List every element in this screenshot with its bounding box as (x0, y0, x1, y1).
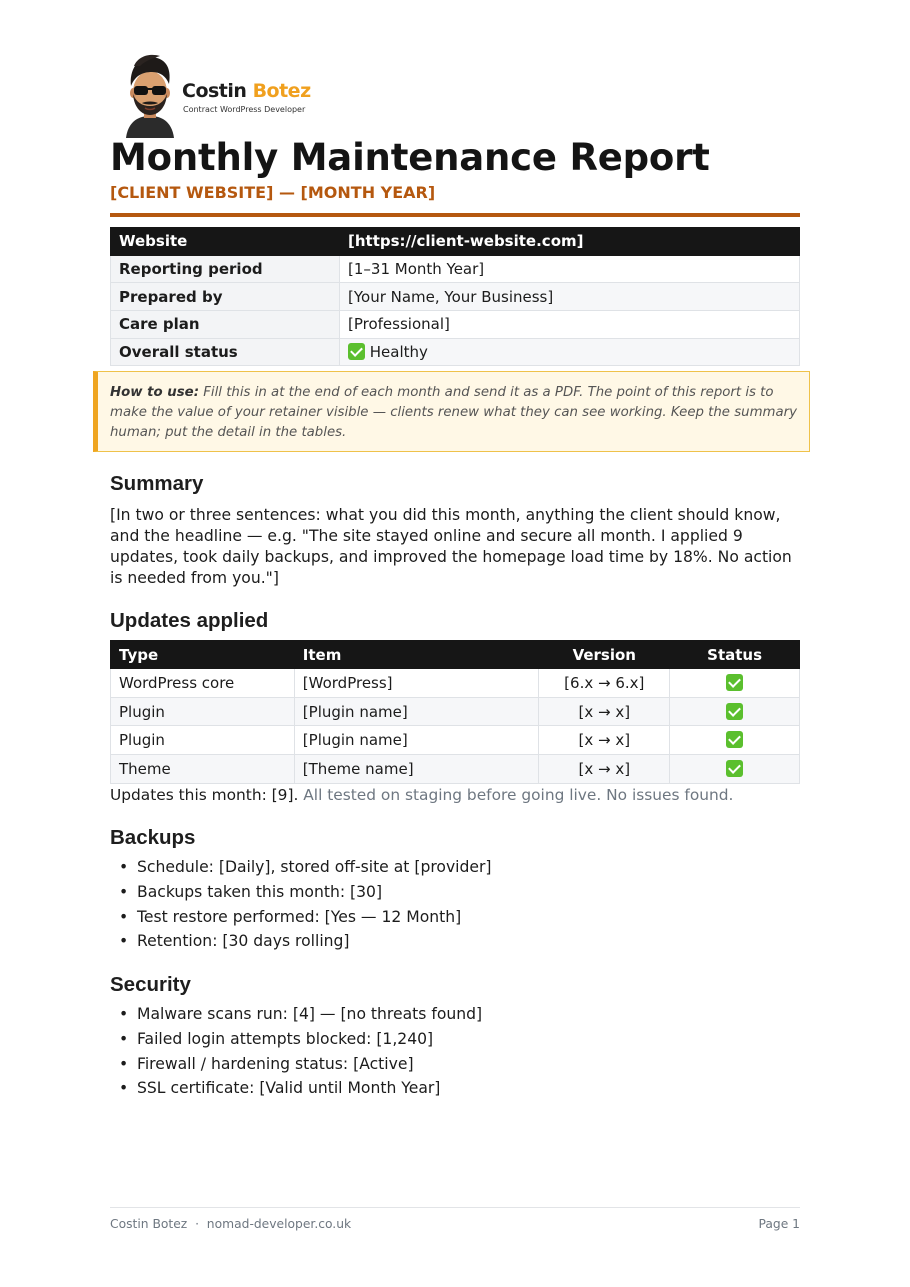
column-header-status: Status (670, 641, 800, 669)
footer-divider (110, 1207, 800, 1208)
updates-count: Updates this month: [9]. (110, 786, 299, 804)
page-number: Page 1 (758, 1217, 800, 1231)
check-mark-icon (726, 703, 743, 720)
meta-value (340, 338, 800, 366)
backups-list (110, 855, 492, 954)
meta-value: [https://client-website.com] (340, 228, 800, 256)
cell-item: [Plugin name] (294, 726, 539, 755)
brand-name (182, 80, 311, 102)
meta-row (111, 311, 800, 339)
meta-key: Reporting period (111, 255, 340, 283)
table-row (111, 755, 800, 784)
meta-key: Prepared by (111, 283, 340, 311)
check-mark-icon (726, 731, 743, 748)
updates-note: All tested on staging before going live. No issues found. (303, 786, 734, 804)
meta-key: Care plan (111, 311, 340, 339)
list-item: • Backups taken this month: [30] (110, 880, 492, 905)
summary-heading: Summary (110, 472, 204, 495)
how-to-use-callout (93, 371, 810, 452)
security-list (110, 1002, 482, 1101)
footer-credit: Costin Botez · nomad-developer.co.uk (110, 1217, 352, 1231)
cell-status (670, 755, 800, 784)
table-row (111, 697, 800, 726)
column-header-type: Type (111, 641, 295, 669)
cell-version: [6.x → 6.x] (539, 669, 670, 698)
meta-value: [Professional] (340, 311, 800, 339)
list-item: • Failed login attempts blocked: [1,240] (110, 1027, 482, 1052)
list-item: • Test restore performed: [Yes — 12 Month] (110, 905, 492, 930)
table-row (111, 669, 800, 698)
meta-key: Overall status (111, 338, 340, 366)
meta-row-website (111, 228, 800, 256)
cell-version: [x → x] (539, 755, 670, 784)
updates-table (110, 640, 800, 784)
summary-text: [In two or three sentences: what you did this month, anything the client should know, and the headline — e.g. "The site stayed online and secure all month. I applied 9 updates, took daily backups, and improved the homepage load time by 18%. No action is needed from you."] (110, 506, 792, 587)
cell-version: [x → x] (539, 726, 670, 755)
callout-text: Fill this in at the end of each month and send it as a PDF. The point of this report is to make the value of your retainer visible — clients renew what they can see working. Keep the summary human; put the detail in the tables. (110, 385, 797, 440)
backups-heading: Backups (110, 826, 196, 849)
security-heading: Security (110, 973, 191, 996)
title-divider (110, 213, 800, 217)
cell-item: [Theme name] (294, 755, 539, 784)
column-header-item: Item (294, 641, 539, 669)
status-text: Healthy (369, 343, 428, 362)
updates-header-row (111, 641, 800, 669)
list-item: • Firewall / hardening status: [Active] (110, 1052, 482, 1077)
list-item: • SSL certificate: [Valid until Month Year] (110, 1076, 482, 1101)
meta-row (111, 283, 800, 311)
cell-status (670, 697, 800, 726)
cell-status (670, 726, 800, 755)
cell-status (670, 669, 800, 698)
brand-last-name: Botez (252, 80, 311, 102)
report-subtitle: [CLIENT WEBSITE] — [MONTH YEAR] (110, 183, 436, 202)
meta-value: [Your Name, Your Business] (340, 283, 800, 311)
meta-row (111, 255, 800, 283)
list-item: • Schedule: [Daily], stored off-site at [provider] (110, 855, 492, 880)
updates-heading: Updates applied (110, 609, 269, 632)
brand-logo (120, 52, 340, 142)
meta-key: Website (111, 228, 340, 256)
meta-row-status (111, 338, 800, 366)
cell-item: [Plugin name] (294, 697, 539, 726)
cell-type: Plugin (111, 726, 295, 755)
check-mark-icon (348, 343, 365, 360)
cell-type: WordPress core (111, 669, 295, 698)
column-header-version: Version (539, 641, 670, 669)
check-mark-icon (726, 674, 743, 691)
meta-value: [1–31 Month Year] (340, 255, 800, 283)
cell-version: [x → x] (539, 697, 670, 726)
list-item: • Malware scans run: [4] — [no threats found] (110, 1002, 482, 1027)
avatar-illustration (120, 52, 180, 138)
report-title: Monthly Maintenance Report (110, 136, 710, 179)
cell-type: Theme (111, 755, 295, 784)
brand-first-name: Costin (182, 80, 247, 102)
callout-label: How to use: (110, 385, 200, 400)
cell-item: [WordPress] (294, 669, 539, 698)
report-meta-table (110, 227, 800, 366)
table-row (111, 726, 800, 755)
cell-type: Plugin (111, 697, 295, 726)
check-mark-icon (726, 760, 743, 777)
brand-tagline: Contract WordPress Developer (183, 105, 306, 114)
list-item: • Retention: [30 days rolling] (110, 929, 492, 954)
updates-summary (110, 786, 733, 804)
